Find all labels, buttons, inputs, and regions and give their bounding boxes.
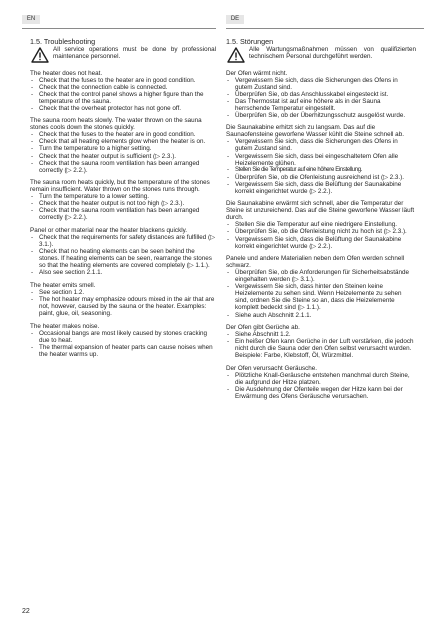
list-item: - The thermal expansion of heater parts can cause noises when the heater warms up. [30, 344, 216, 358]
troubleshoot-section [30, 179, 216, 221]
list-item: - Vergewissern Sie sich, dass die Sicherungen des Ofens in gutem Zustand sind. [226, 138, 416, 152]
list-item: - Überprüfen Sie, ob der Überhitzungsschutz ausgelöst wurde. [226, 112, 416, 119]
list-item: - Occasional bangs are most likely caused by stones cracking due to heat. [30, 330, 216, 344]
warning-icon [227, 47, 245, 63]
list-item: - Vergewissern Sie sich, dass die Belüftung der Saunakabine korrekt eingerichtet wurde (▷ 2.2.). [226, 181, 416, 195]
list-item: - Vergewissern Sie sich, dass bei eingeschaltetem Ofen alle Heizelemente glühen. [226, 153, 416, 167]
troubleshoot-section [30, 70, 216, 112]
problem-heading: Die Saunakabine erwärmt sich schnell, aber die Temperatur der Steine ist unzureichend. Das auf die Steine geworfene Wasser läuft durch. [226, 200, 415, 222]
list-item: - Vergewissern Sie sich, dass die Belüftung der Saunakabine korrekt eingerichtet wurde (▷ 2.2.). [226, 236, 416, 250]
list-item: - Turn the temperature to a lower setting. [30, 193, 216, 200]
problem-heading: Der Ofen verursacht Geräusche. [226, 364, 317, 372]
list-item: - Überprüfen Sie, ob die Ofenleistung ausreichend ist (▷ 2.3.). [226, 174, 416, 181]
language-tab-de: DE [226, 15, 244, 24]
list-item: - Check that the fuses to the heater are in good condition. [30, 77, 216, 84]
warning-box-en [30, 46, 216, 64]
list-item: - Check that the sauna room ventilation has been arranged correctly (▷ 2.2.). [30, 160, 216, 174]
troubleshoot-section [226, 365, 416, 400]
problem-heading: Der Ofen gibt Gerüche ab. [226, 324, 300, 332]
troubleshoot-section [226, 124, 416, 194]
header-divider-right [226, 28, 424, 29]
column-de [226, 38, 416, 400]
header-divider-left [22, 28, 216, 29]
list-item: - Check that all heating elements glow when the heater is on. [30, 138, 216, 145]
warning-box-de [226, 46, 416, 64]
troubleshoot-section [30, 227, 216, 276]
troubleshoot-section [226, 255, 416, 318]
list-item: - Überprüfen Sie, ob das Anschlusskabel eingesteckt ist. [226, 91, 416, 98]
list-item: - Siehe auch Abschnitt 2.1.1. [226, 312, 416, 319]
page-number: 22 [22, 608, 30, 615]
problem-heading: The heater emits smell. [30, 281, 96, 289]
language-tab-en: EN [22, 15, 40, 24]
problem-heading: Die Saunakabine erhitzt sich zu langsam. Das auf die Saunaofensteine geworfene Wasser kühlt die Steine schnell ab. [226, 124, 404, 139]
list-item: - Turn the temperature to a higher setting. [30, 145, 216, 152]
list-item: - Check that the fuses to the heater are in good condition. [30, 131, 216, 138]
troubleshoot-section [226, 200, 416, 249]
list-item: - Die Ausdehnung der Ofenteile wegen der Hitze kann bei der Erwärmung des Ofens Geräusche verursachen. [226, 386, 416, 400]
list-item: - Check that the overheat protector has not gone off. [30, 105, 216, 112]
troubleshoot-section [226, 70, 416, 119]
list-item: - Stellen Sie die Temperatur auf eine niedrigere Einstellung. [226, 221, 416, 228]
list-item: - Check that the control panel shows a higher figure than the temperature of the sauna. [30, 91, 216, 105]
problem-heading: Panel or other material near the heater blackens quickly. [30, 226, 188, 234]
problem-heading: The sauna room heats quickly, but the temperature of the stones remain insufficient. Water thrown on the stones runs through. [30, 179, 210, 194]
column-en [30, 38, 216, 358]
list-item: - Vergewissern Sie sich, dass die Sicherungen des Ofens in gutem Zustand sind. [226, 77, 416, 91]
problem-heading: Der Ofen wärmt nicht. [226, 69, 288, 77]
troubleshoot-section [226, 324, 416, 359]
list-item: - Überprüfen Sie, ob die Anforderungen für Sicherheitsabstände eingehalten werden (▷ 3.1.). [226, 269, 416, 283]
list-item: - Check that the heater output is not too high (▷ 2.3.). [30, 200, 216, 207]
list-item: - Vergewissern Sie sich, dass hinter den Steinen keine Heizelemente zu sehen sind. Wenn Heizelemente zu sehen sind, ordnen Sie die Steine so an, dass die Heizelemente komplett bedeckt sind (▷ 1.1.). [226, 283, 416, 311]
list-item: - Das Thermostat ist auf eine höhere als in der Sauna herrschende Temperatur eingestellt. [226, 98, 416, 112]
list-item: - Check that the requirements for safety distances are fulfilled (▷ 3.1.). [30, 234, 216, 248]
list-item: - Siehe Abschnitt 1.2. [226, 331, 416, 338]
list-item: - Check that the heater output is sufficient (▷ 2.3.). [30, 153, 216, 160]
list-item: - Ein heißer Ofen kann Gerüche in der Luft verstärken, die jedoch nicht durch die Sauna oder den Ofen selbst verursacht wurden. Beispiele: Farbe, Klebstoff, Öl, Würzmittel. [226, 338, 416, 359]
list-item: - Check that no heating elements can be seen behind the stones. If heating elements can be seen, rearrange the stones so that the heating elements are covered completely (▷ 1.1.). [30, 248, 216, 269]
list-item: - Plötzliche Knall-Geräusche entstehen manchmal durch Steine, die aufgrund der Hitze platzen. [226, 372, 416, 386]
troubleshoot-section [30, 117, 216, 173]
list-item: - Also see section 2.1.1. [30, 269, 216, 276]
list-item: - The hot heater may emphasize odours mixed in the air that are not, however, caused by the sauna or the heater. Examples: paint, glue, oil, seasoning. [30, 296, 216, 317]
section-title-en: 1.5. Troubleshooting [30, 37, 96, 46]
list-item: - Überprüfen Sie, ob die Ofenleistung nicht zu hoch ist (▷ 2.3.). [226, 228, 416, 235]
list-item: - Check that the connection cable is connected. [30, 84, 216, 91]
list-item: - Stellen Sie die Temperatur auf eine höhere Einstellung. [226, 167, 416, 174]
problem-heading: Panele und andere Materialien neben dem Ofen werden schnell schwarz. [226, 255, 405, 270]
warning-text-en: All service operations must be done by professional maintenance personnel. [53, 46, 216, 61]
problem-heading: The heater does not heat. [30, 69, 103, 77]
section-title-de: 1.5. Störungen [226, 37, 274, 46]
troubleshoot-section [30, 323, 216, 358]
warning-icon [31, 47, 49, 63]
warning-text-de: Alle Wartungsmaßnahmen müssen von qualifizierten technischem Personal durchgeführt werden. [249, 46, 416, 61]
troubleshoot-section [30, 282, 216, 317]
list-item: - Check that the sauna room ventilation has been arranged correctly (▷ 2.2.). [30, 207, 216, 221]
list-item: - See section 1.2. [30, 289, 216, 296]
problem-heading: The heater makes noise. [30, 322, 100, 330]
problem-heading: The sauna room heats slowly. The water thrown on the sauna stones cools down the stones quickly. [30, 117, 202, 132]
